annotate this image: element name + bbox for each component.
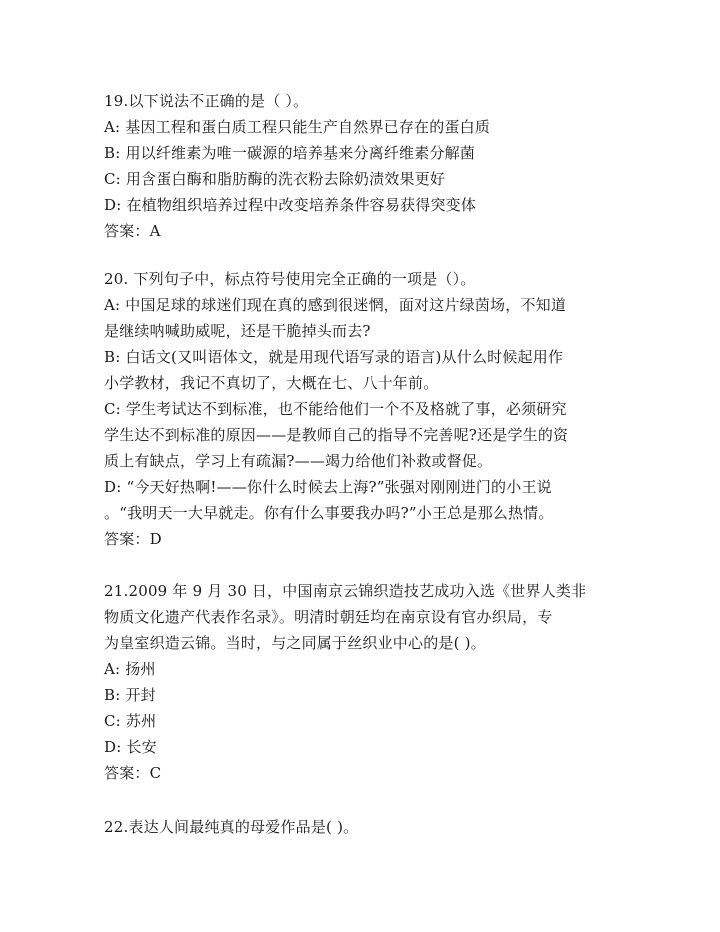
question-stem-continued: 物质文化遗产代表作名录》。明清时朝廷均在南京设有官办织局，专 [104, 608, 553, 626]
option-a: A: 基因工程和蛋白质工程只能生产自然界已存在的蛋白质 [104, 118, 491, 136]
option-c-continued: 学生达不到标准的原因——是教师自己的指导不完善呢?还是学生的资 [104, 426, 569, 444]
answer: 答案：C [104, 764, 162, 782]
option-c-continued: 质上有缺点，学习上有疏漏?——竭力给他们补救或督促。 [104, 452, 493, 470]
option-a: A: 中国足球的球迷们现在真的感到很迷惘，面对这片绿茵场，不知道 [104, 296, 567, 314]
option-c: C: 用含蛋白酶和脂肪酶的洗衣粉去除奶渍效果更好 [104, 170, 446, 188]
question-stem: 19.以下说法不正确的是（ ）。 [104, 92, 309, 110]
option-d: D: 在植物组织培养过程中改变培养条件容易获得突变体 [104, 196, 477, 214]
option-d-continued: 。“我明天一大早就走。你有什么事要我办吗?”小王总是那么热情。 [104, 504, 554, 522]
question-stem: 20. 下列句子中，标点符号使用完全正确的一项是（）。 [104, 270, 476, 288]
option-b: B: 开封 [104, 686, 156, 704]
option-a-continued: 是继续呐喊助威呢，还是干脆掉头而去? [104, 322, 371, 340]
option-d: D: 长安 [104, 738, 157, 756]
answer: 答案：D [104, 530, 162, 548]
question-stem: 21.2009 年 9 月 30 日，中国南京云锦织造技艺成功入选《世界人类非 [104, 582, 587, 600]
option-d: D: “今天好热啊!——你什么时候去上海?”张强对刚刚进门的小王说 [104, 478, 552, 496]
question-21 [104, 578, 624, 786]
question-stem: 22.表达人间最纯真的母爱作品是( )。 [104, 818, 359, 836]
option-c: C: 苏州 [104, 712, 157, 730]
answer: 答案：A [104, 222, 161, 240]
option-b: B: 白话文(又叫语体文，就是用现代语写录的语言)从什么时候起用作 [104, 348, 564, 366]
question-19 [104, 88, 624, 244]
question-22 [104, 814, 624, 840]
option-b: B: 用以纤维素为唯一碳源的培养基来分离纤维素分解菌 [104, 144, 476, 162]
option-c: C: 学生考试达不到标准，也不能给他们一个不及格就了事，必须研究 [104, 400, 567, 418]
option-a: A: 扬州 [104, 660, 156, 678]
option-b-continued: 小学教材，我记不真切了，大概在七、八十年前。 [104, 374, 439, 392]
question-stem-continued: 为皇室织造云锦。当时，与之同属于丝织业中心的是( )。 [104, 634, 486, 652]
question-20 [104, 266, 624, 552]
